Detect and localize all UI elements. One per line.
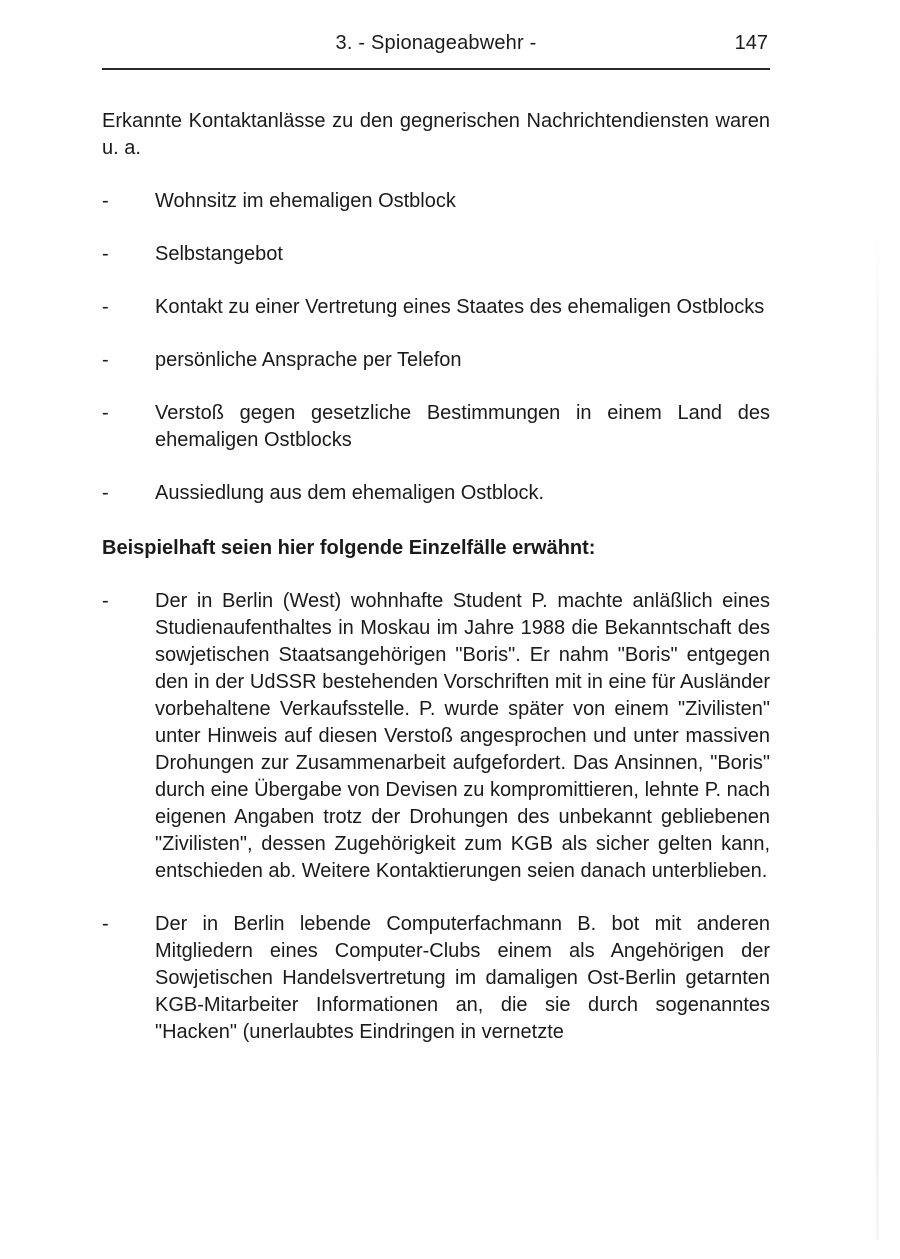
- contact-occasions-list: [102, 188, 770, 507]
- page-header: [102, 30, 770, 60]
- dash-bullet: -: [102, 482, 109, 504]
- list-item-text: Kontakt zu einer Vertretung eines Staates des ehemaligen Ostblocks: [155, 296, 765, 318]
- list-item: [102, 294, 770, 321]
- section-heading: Beispielhaft seien hier folgende Einzelfälle erwähnt:: [102, 537, 596, 559]
- case-text: Der in Berlin lebende Computerfachmann B. bot mit anderen Mitgliedern eines Computer-Clubs einem als Angehörigen der Sowjetischen Handelsvertretung im damaligen Ost-Berlin getarnten KGB-Mitarbeiter Informationen an, die sie durch sogenanntes "Hacken" (unerlaubtes Eindringen in vernetzte: [155, 913, 770, 1043]
- scan-edge-shadow: [876, 220, 879, 1240]
- list-item: [102, 188, 770, 215]
- dash-bullet: -: [102, 590, 109, 612]
- intro-paragraph: Erkannte Kontaktanlässe zu den gegnerischen Nachrichtendiensten waren u. a.: [102, 110, 770, 159]
- dash-bullet: -: [102, 349, 109, 371]
- list-item: [102, 347, 770, 374]
- list-item-text: Selbstangebot: [155, 243, 283, 265]
- dash-bullet: -: [102, 402, 109, 424]
- list-item-text: Wohnsitz im ehemaligen Ostblock: [155, 190, 456, 212]
- list-item: [102, 480, 770, 507]
- list-item-text: Verstoß gegen gesetzliche Bestimmungen in einem Land des ehemaligen Ostblocks: [155, 402, 770, 451]
- dash-bullet: -: [102, 913, 109, 935]
- running-head: 3. - Spionageabwehr -: [335, 32, 537, 54]
- page-body: [102, 108, 770, 1046]
- header-rule: [102, 68, 770, 70]
- list-item-text: persönliche Ansprache per Telefon: [155, 349, 462, 371]
- dash-bullet: -: [102, 190, 109, 212]
- list-item: [102, 241, 770, 268]
- case-text: Der in Berlin (West) wohnhafte Student P. machte anläßlich eines Studienaufenthaltes in Moskau im Jahre 1988 die Bekanntschaft des sowjetischen Staatsangehörigen "Boris". Er nahm "Boris" entgegen den in der UdSSR bestehenden Vorschriften mit in eine für Ausländer vorbehaltene Verkaufsstelle. P. wurde später von einem "Zivilisten" unter Hinweis auf diesen Verstoß angesprochen und unter massiven Drohungen zur Zusammenarbeit aufgefordert. Das Ansinnen, "Boris" durch eine Übergabe von Devisen zu kompromittieren, lehnte P. nach eigenen Angaben trotz der Drohungen des unbekannt gebliebenen "Zivilisten", dessen Zugehörigkeit zum KGB als sicher gelten kann, entschieden ab. Weitere Kontaktierungen seien danach unterblieben.: [155, 590, 770, 882]
- list-item: [102, 400, 770, 454]
- dash-bullet: -: [102, 296, 109, 318]
- list-item: [102, 911, 770, 1046]
- list-item-text: Aussiedlung aus dem ehemaligen Ostblock.: [155, 482, 545, 504]
- list-item: [102, 588, 770, 885]
- page-number: 147: [734, 32, 768, 54]
- dash-bullet: -: [102, 243, 109, 265]
- case-list: [102, 588, 770, 1046]
